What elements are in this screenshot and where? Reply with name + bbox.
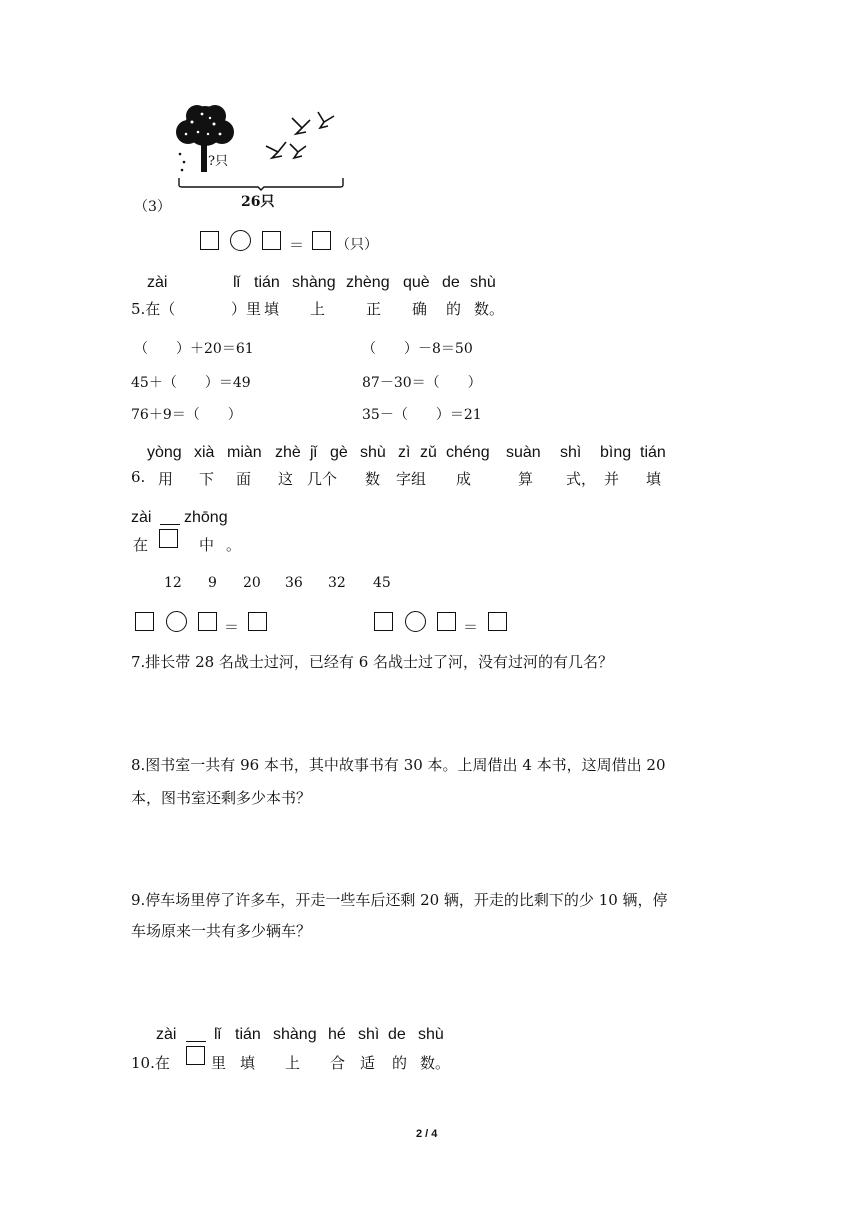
equals-sign: ＝ [224,618,240,636]
q10-char: 的 [392,1054,408,1072]
q10-pinyin: shì [358,1026,380,1043]
q10-char: 填 [240,1054,256,1072]
q6-pinyin-line2: zài [131,509,152,526]
equals-sign: ＝ [289,236,305,254]
q6-char: 几个 [307,470,338,488]
total-bracket [178,176,344,190]
q7-text: 7.排长带 28 名战士过河，已经有 6 名战士过了河，没有过河的有几名？ [131,653,614,671]
page-number: 2 / 4 [416,1128,438,1140]
q10-prefix: 10.在 [131,1054,170,1072]
q5-pinyin: què [403,274,430,291]
q6-number: 20 [243,575,261,591]
q5-problem: 45＋（ ）＝49 [131,375,251,391]
q6-char: 成 [456,470,472,488]
q6-eq1-box-1[interactable] [135,612,154,631]
q10-pinyin: shàng [273,1026,317,1043]
answer-box-result[interactable] [312,231,331,250]
q10-pinyin: hé [328,1026,346,1043]
q6-char: 6. [131,468,146,486]
q6-char-line2: 中 [199,536,215,554]
equals-sign: ＝ [463,618,479,636]
q5-char: 填 [264,300,280,318]
q6-pinyin: suàn [506,444,541,461]
q9-line1: 9.停车场里停了许多车，开走一些车后还剩 20 辆，开走的比剩下的少 10 辆，停 [131,891,668,909]
q6-char: 这 [278,470,294,488]
q6-eq2-box-2[interactable] [437,612,456,631]
tree-question-label: ?只 [208,154,228,169]
q6-char: 填 [646,470,662,488]
q10-inline-underline [186,1041,206,1042]
q5-pinyin: zài [147,274,168,291]
q6-pinyin-line2: zhōng [184,509,228,526]
q6-char: 数 [365,470,381,488]
q10-pinyin: zài [156,1026,177,1043]
q5-pinyin: de [442,274,460,291]
q5-pinyin: zhèng [346,274,390,291]
q6-pinyin: chéng [446,444,490,461]
q6-char: 并 [604,470,620,488]
unit-label: （只） [336,237,378,253]
q10-char: 合 [330,1054,346,1072]
operator-circle[interactable] [230,230,251,251]
q10-pinyin: shù [418,1026,444,1043]
q6-number: 9 [208,575,217,591]
tree-illustration [172,104,238,174]
q6-char-line2: 。 [226,536,242,554]
q10-char: 适 [360,1054,376,1072]
q6-number: 32 [328,575,346,591]
q10-pinyin: lǐ [214,1026,222,1043]
q5-problem: 76＋9＝（ ） [131,407,242,423]
q10-char: 数。 [420,1054,451,1072]
total-label: 26只 [241,194,275,210]
q6-pinyin: zhè [275,444,301,461]
q5-problem: （ ）＋20＝61 [134,341,254,357]
q6-pinyin: gè [330,444,348,461]
q6-pinyin: zì [398,444,411,461]
q5-pinyin: shàng [292,274,336,291]
q5-prefix: 5.在（ [131,300,176,318]
q10-inline-box[interactable] [186,1046,205,1065]
q8-line2: 本，图书室还剩多少本书？ [131,789,312,807]
q10-char: 上 [285,1054,301,1072]
q6-eq1-result[interactable] [248,612,267,631]
q6-eq1-operator[interactable] [166,611,187,632]
q5-char: 确 [412,300,428,318]
q5-pinyin: lǐ [233,274,241,291]
q5-pinyin: tián [254,274,280,291]
q5-problem: 87－30＝（ ） [362,375,482,391]
q6-char: 下 [199,470,215,488]
q6-pinyin: bìng [600,444,632,461]
q6-pinyin: jǐ [310,444,318,461]
q6-eq2-result[interactable] [488,612,507,631]
q8-line1: 8.图书室一共有 96 本书，其中故事书有 30 本。上周借出 4 本书，这周借出 20 [131,756,666,774]
q6-char: 字组 [396,470,427,488]
q5-char: 正 [366,300,382,318]
q6-char: 面 [236,470,252,488]
q6-eq2-box-1[interactable] [374,612,393,631]
answer-box-2[interactable] [262,231,281,250]
q6-char-line2: 在 [133,536,149,554]
q6-pinyin: miàn [227,444,262,461]
q5-char: 上 [310,300,326,318]
q6-number: 36 [285,575,303,591]
q6-inline-box[interactable] [159,529,178,548]
q6-pinyin: tián [640,444,666,461]
q6-char: 用 [158,470,174,488]
q6-pinyin: zǔ [420,444,437,461]
q5-char: 数。 [474,300,505,318]
question-label-3: （3） [134,199,171,215]
q6-char: 式， [566,470,597,488]
q6-number: 45 [373,575,391,591]
q10-pinyin: de [388,1026,406,1043]
answer-box-1[interactable] [200,231,219,250]
q9-line2: 车场原来一共有多少辆车？ [131,922,312,940]
q6-eq2-operator[interactable] [405,611,426,632]
q5-char: ）里 [231,300,262,318]
q6-pinyin: yòng [147,444,182,461]
q6-pinyin: shì [560,444,582,461]
q6-inline-underline [160,524,180,525]
q6-pinyin: xià [194,444,215,461]
q5-problem: 35－（ ）＝21 [362,407,482,423]
q10-char: 里 [211,1054,227,1072]
q5-pinyin: shù [470,274,496,291]
q10-pinyin: tián [235,1026,261,1043]
q6-eq1-box-2[interactable] [198,612,217,631]
q6-char: 算 [518,470,534,488]
q5-problem: （ ）－8＝50 [362,341,473,357]
q6-number: 12 [164,575,182,591]
q5-char: 的 [446,300,462,318]
birds-illustration [262,106,338,164]
q6-pinyin: shù [360,444,386,461]
